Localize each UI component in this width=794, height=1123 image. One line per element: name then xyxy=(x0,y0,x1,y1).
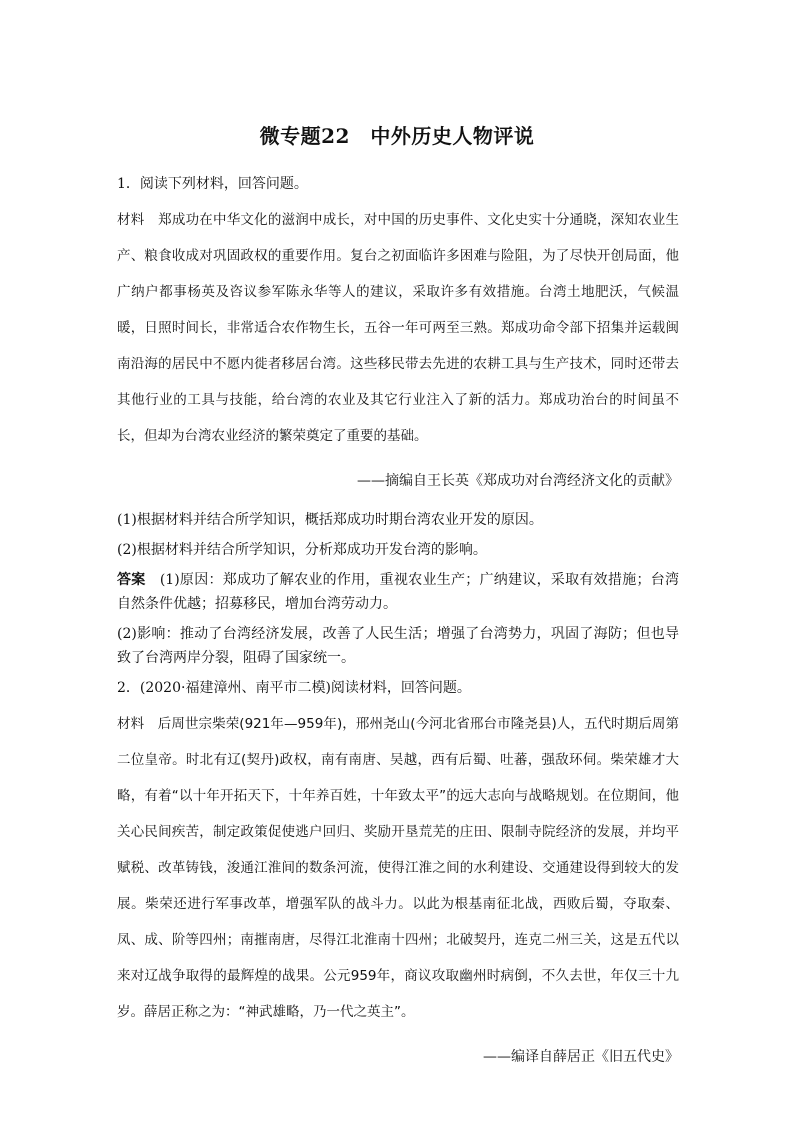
material-label: 材料 xyxy=(117,716,145,732)
question-1-sub-1: (1)根据材料并结合所学知识，概括郑成功时期台湾农业开发的原因。 xyxy=(117,512,543,528)
document-content xyxy=(117,172,679,1084)
question-1-answer-1 xyxy=(117,568,679,616)
answer-1-text: (1)原因：郑成功了解农业的作用，重视农业生产；广纳建议，采取有效措施；台湾自然条件优越；招募移民，增加台湾劳动力。 xyxy=(117,572,680,612)
question-1-sub-2: (2)根据材料并结合所学知识，分析郑成功开发台湾的影响。 xyxy=(117,542,487,558)
question-1-material xyxy=(117,202,679,454)
question-2-header: 2．(2020·福建漳州、南平市二模)阅读材料，回答问题。 xyxy=(117,680,471,696)
material-text: 郑成功在中华文化的滋润中成长，对中国的历史事件、文化史实十分通晓，深知农业生产、粮食收成对巩固政权的重要作用。复台之初面临许多困难与险阻，为了尽快开创局面，他广纳户都事杨英及咨议参军陈永华等人的建议，采取许多有效措施。台湾土地肥沃，气候温暖，日照时间长，非常适合农作物生长，五谷一年可两至三熟。郑成功命令部下招集并运载闽南沿海的居民中不愿内徙者移居台湾。这些移民带去先进的农耕工具与生产技术，同时还带去其他行业的工具与技能，给台湾的农业及其它行业注入了新的活力。郑成功治台的时间虽不长，但却为台湾农业经济的繁荣奠定了重要的基础。 xyxy=(117,212,680,444)
material-text: 后周世宗柴荣(921年—959年)，邢州尧山(今河北省邢台市隆尧县)人，五代时期后周第二位皇帝。时北有辽(契丹)政权，南有南唐、吴越，西有后蜀、吐蕃，强敌环伺。柴荣雄才大略，有着“以十年开拓天下，十年养百姓，十年致太平”的远大志向与战略规划。在位期间，他关心民间疾苦，制定政策促使逃户回归、奖励开垦荒芜的庄田、限制寺院经济的发展，并均平赋税、改革铸钱，浚通江淮间的数条河流，使得江淮之间的水利建设、交通建设得到较大的发展。柴荣还进行军事改革，增强军队的战斗力。以此为根基南征北战，西败后蜀，夺取秦、凤、成、阶等四州；南摧南唐，尽得江北淮南十四州；北破契丹，连克二州三关，这是五代以来对辽战争取得的最辉煌的战果。公元959年，商议攻取幽州时病倒，不久去世，年仅三十九岁。薛居正称之为：“神武雄略，乃一代之英主”。 xyxy=(117,716,680,1020)
question-1-answer-2: (2)影响：推动了台湾经济发展，改善了人民生活；增强了台湾势力，巩固了海防；但也导致了台湾两岸分裂，阻碍了国家统一。 xyxy=(117,626,679,666)
question-2-source: ——编译自薛居正《旧五代史》 xyxy=(483,1049,679,1065)
material-label: 材料 xyxy=(117,212,145,228)
question-2-material xyxy=(117,706,679,1030)
question-1-source: ——摘编自王长英《郑成功对台湾经济文化的贡献》 xyxy=(357,473,679,489)
question-1-header: 1．阅读下列材料，回答问题。 xyxy=(117,176,308,192)
page-title: 微专题22 中外历史人物评说 xyxy=(259,124,535,148)
answer-label: 答案 xyxy=(117,572,146,588)
